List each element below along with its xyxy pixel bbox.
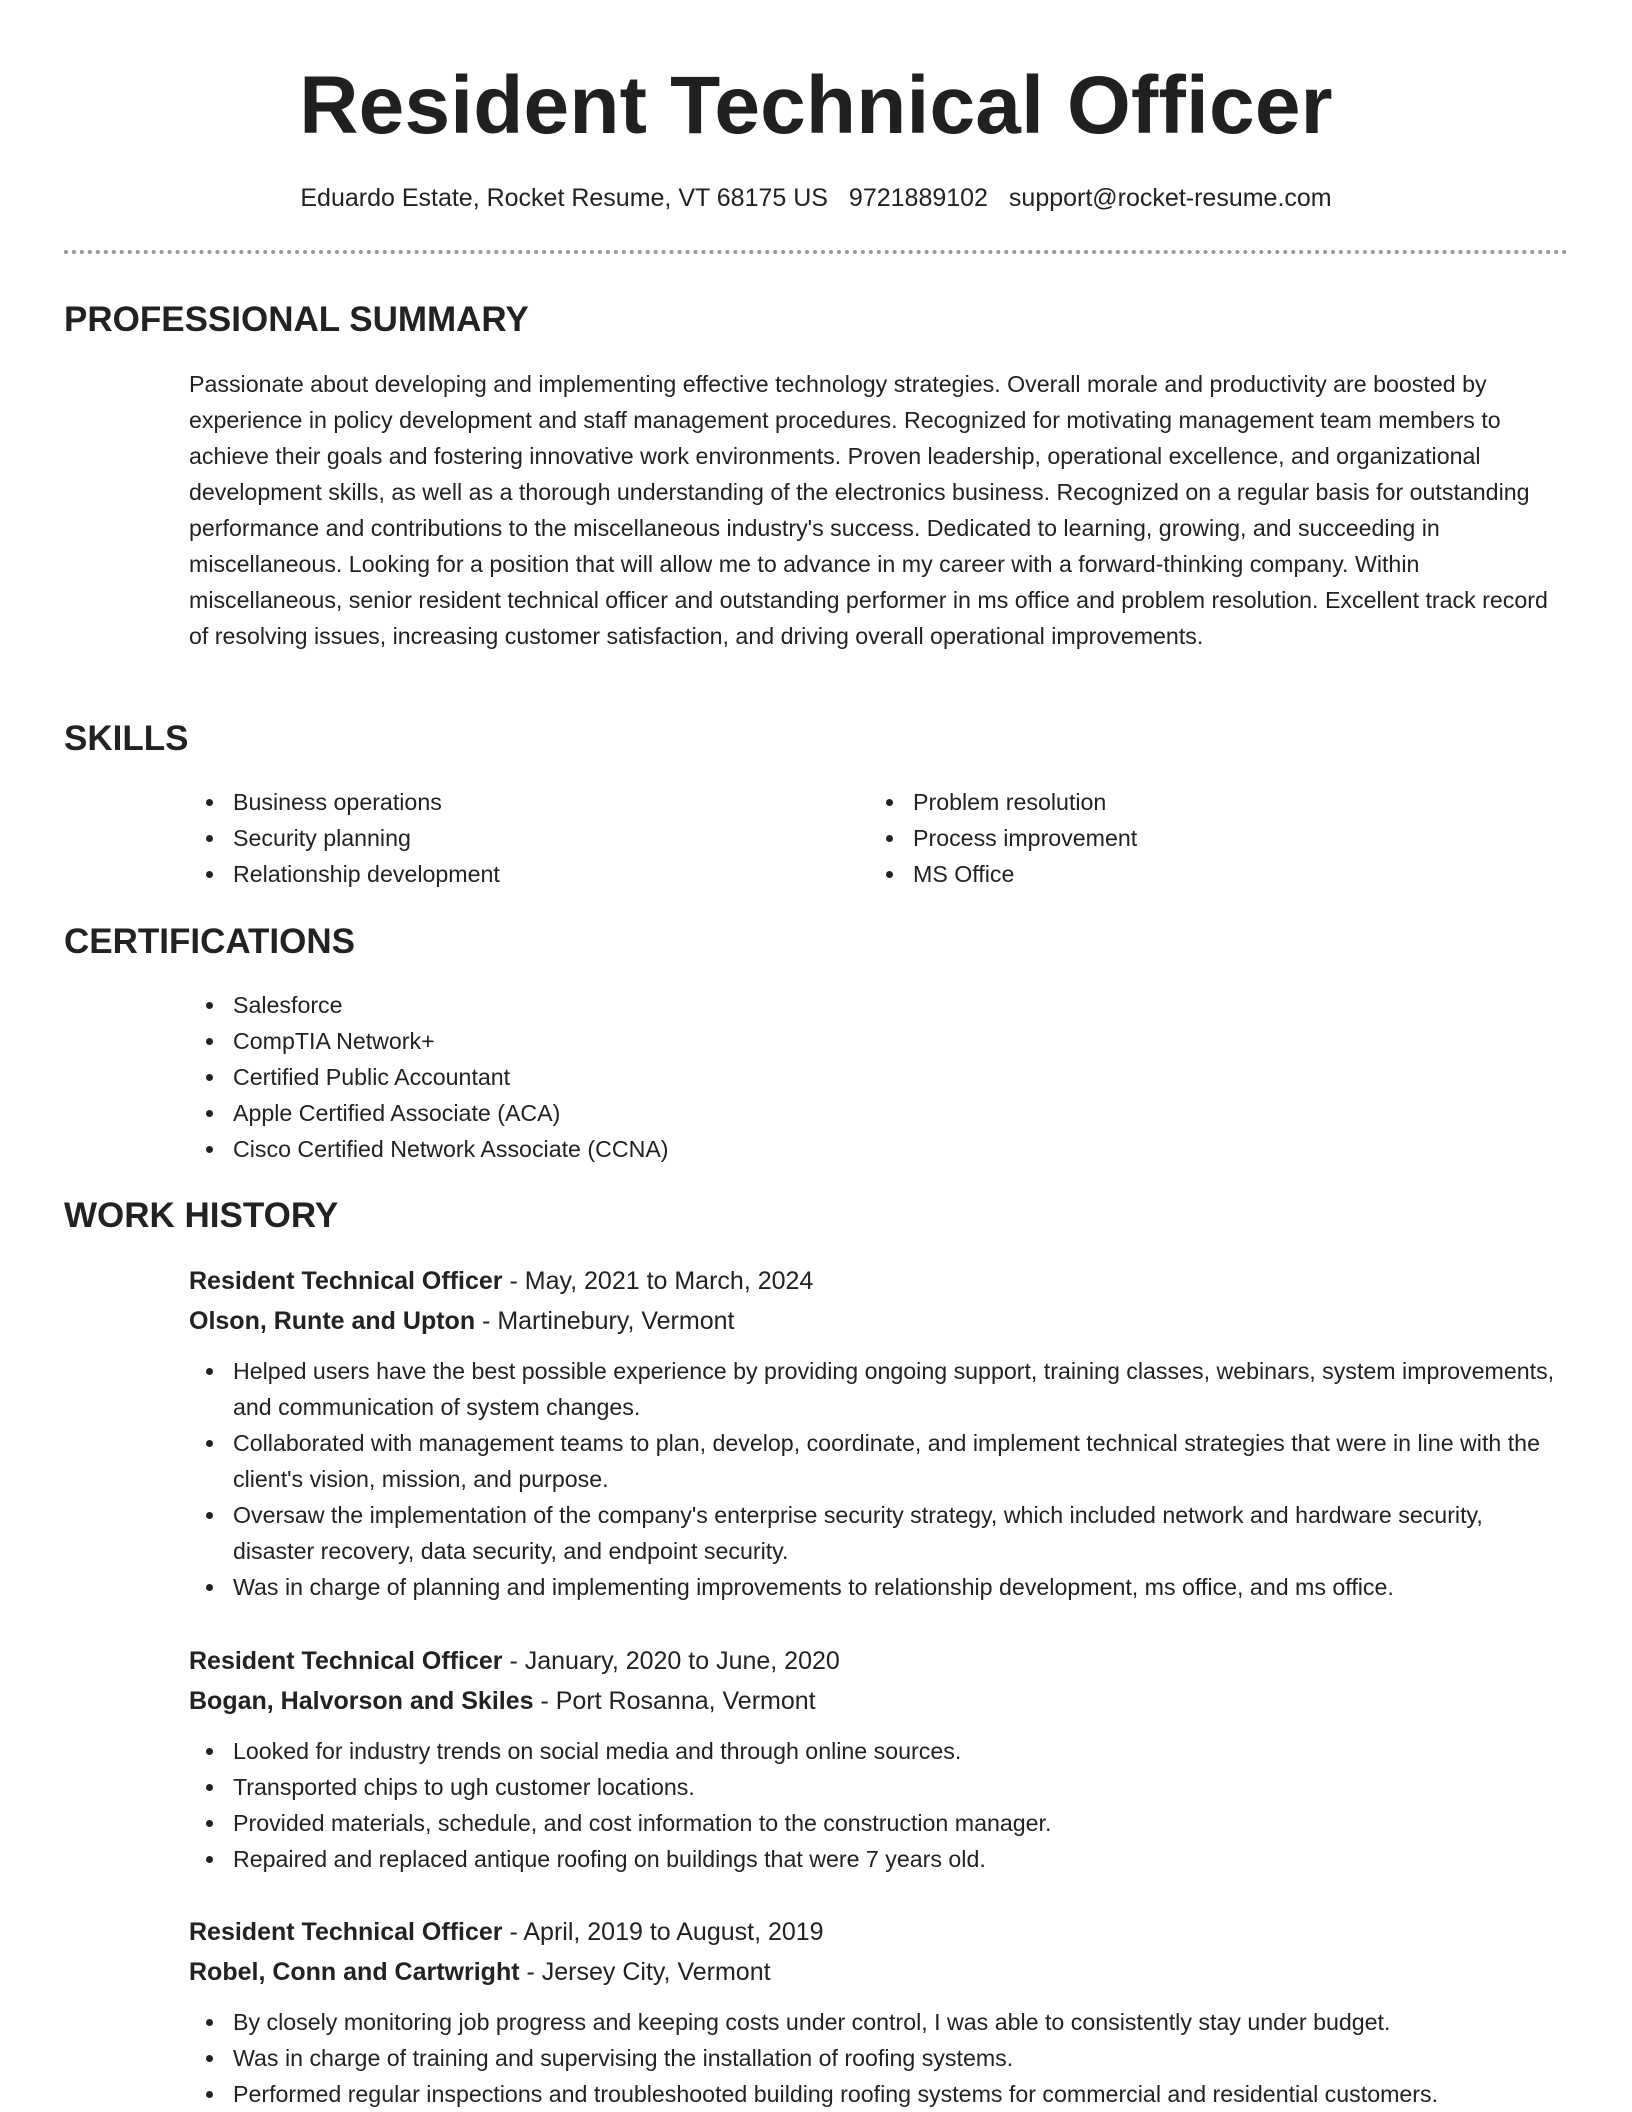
skill-item: Security planning: [189, 820, 809, 856]
job-bullet: Repaired and replaced antique roofing on buildings that were 7 years old.: [189, 1841, 1557, 1877]
job-entry: [189, 1641, 1557, 1877]
job-title: Resident Technical Officer: [189, 1267, 503, 1295]
job-entry: [189, 1912, 1557, 2112]
job-bullet: By closely monitoring job progress and keeping costs under control, I was able to consistently stay under budget.: [189, 2004, 1557, 2040]
resume-title: Resident Technical Officer: [299, 60, 1333, 151]
job-bullet: Was in charge of planning and implementing improvements to relationship development, ms office, and ms office.: [189, 1569, 1557, 1605]
header-divider: [64, 250, 1568, 254]
certification-item: Cisco Certified Network Associate (CCNA): [189, 1131, 1089, 1167]
job-company: Bogan, Halvorson and Skiles: [189, 1687, 534, 1715]
certification-item: Apple Certified Associate (ACA): [189, 1095, 1089, 1131]
work-history-heading: WORK HISTORY: [64, 1196, 339, 1235]
skills-list-left: [189, 784, 809, 892]
skill-item: Business operations: [189, 784, 809, 820]
certification-item: CompTIA Network+: [189, 1023, 1089, 1059]
job-bullet-list: [189, 1353, 1557, 1605]
job-company-line: [189, 1301, 1557, 1341]
job-company-line: [189, 1952, 1557, 1992]
job-bullet-list: [189, 1733, 1557, 1877]
summary-heading: PROFESSIONAL SUMMARY: [64, 300, 529, 339]
certifications-list: [189, 987, 1089, 1167]
job-bullet: Performed regular inspections and troubleshooted building roofing systems for commercial and residential customers.: [189, 2076, 1557, 2112]
job-title-line: [189, 1261, 1557, 1301]
job-title-line: [189, 1641, 1557, 1681]
job-bullet: Oversaw the implementation of the company's enterprise security strategy, which included network and hardware security, disaster recovery, data security, and endpoint security.: [189, 1497, 1557, 1569]
job-title: Resident Technical Officer: [189, 1918, 503, 1946]
contact-address: Eduardo Estate, Rocket Resume, VT 68175 US: [300, 184, 828, 212]
job-bullet: Helped users have the best possible experience by providing ongoing support, training classes, webinars, system improvements, and communication of system changes.: [189, 1353, 1557, 1425]
certification-item: Salesforce: [189, 987, 1089, 1023]
contact-email: support@rocket-resume.com: [1008, 184, 1332, 212]
summary-text: Passionate about developing and implementing effective technology strategies. Overall morale and productivity are boosted by experience in policy development and staff management procedures. Recognized for motivating management team members to achieve their goals and fostering innovative work environments. Proven leadership, operational excellence, and organizational development skills, as well as a thorough understanding of the electronics business. Recognized on a regular basis for outstanding performance and contributions to the miscellaneous industry's success. Dedicated to learning, growing, and succeeding in miscellaneous. Looking for a position that will allow me to advance in my career with a forward-thinking company. Within miscellaneous, senior resident technical officer and outstanding performer in ms office and problem resolution. Excellent track record of resolving issues, increasing customer satisfaction, and driving overall operational improvements.: [189, 371, 1548, 649]
job-dates: - April, 2019 to August, 2019: [509, 1918, 824, 1946]
skills-list-right: [869, 784, 1489, 892]
job-title-line: [189, 1912, 1557, 1952]
skill-item: MS Office: [869, 856, 1489, 892]
certification-item: Certified Public Accountant: [189, 1059, 1089, 1095]
skill-item: Relationship development: [189, 856, 809, 892]
job-entry: [189, 1261, 1557, 1605]
skills-heading: SKILLS: [64, 719, 189, 758]
job-bullet: Provided materials, schedule, and cost information to the construction manager.: [189, 1805, 1557, 1841]
job-company: Olson, Runte and Upton: [189, 1307, 476, 1335]
job-dates: - January, 2020 to June, 2020: [509, 1647, 840, 1675]
skill-item: Process improvement: [869, 820, 1489, 856]
job-company-line: [189, 1681, 1557, 1721]
certifications-heading: CERTIFICATIONS: [64, 922, 356, 961]
skill-item: Problem resolution: [869, 784, 1489, 820]
job-location: - Martinebury, Vermont: [482, 1307, 735, 1335]
contact-phone: 9721889102: [848, 184, 988, 212]
job-company: Robel, Conn and Cartwright: [189, 1958, 520, 1986]
job-bullet: Transported chips to ugh customer locations.: [189, 1769, 1557, 1805]
job-bullet-list: [189, 2004, 1557, 2112]
job-bullet: Was in charge of training and supervising the installation of roofing systems.: [189, 2040, 1557, 2076]
job-bullet: Collaborated with management teams to plan, develop, coordinate, and implement technical strategies that were in line with the client's vision, mission, and purpose.: [189, 1425, 1557, 1497]
job-title: Resident Technical Officer: [189, 1647, 503, 1675]
contact-line: [0, 182, 1632, 214]
job-location: - Port Rosanna, Vermont: [540, 1687, 816, 1715]
job-dates: - May, 2021 to March, 2024: [509, 1267, 814, 1295]
job-bullet: Looked for industry trends on social media and through online sources.: [189, 1733, 1557, 1769]
job-location: - Jersey City, Vermont: [526, 1958, 771, 1986]
